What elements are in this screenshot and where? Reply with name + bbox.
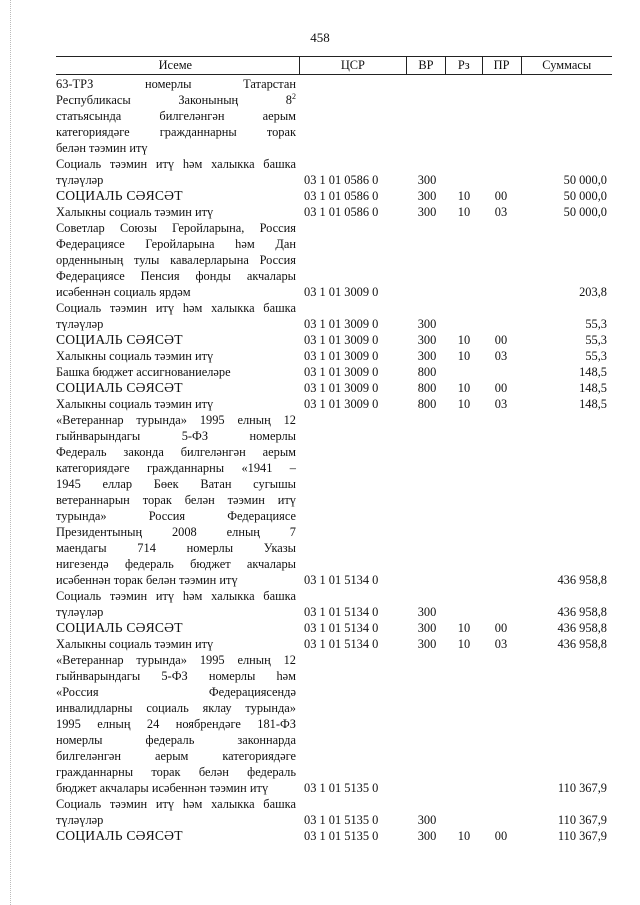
- row-name-line: Социаль тәэмин итү һәм халыкка башка: [56, 797, 296, 811]
- superscript: 2: [292, 91, 296, 101]
- header-pr: ПР: [482, 57, 521, 74]
- row-sum: 55,3: [585, 333, 607, 347]
- row-name-line: түләүләр: [56, 605, 104, 619]
- row-sum: 148,5: [579, 397, 607, 411]
- row-name: [56, 364, 300, 380]
- row-name-line: нигезендә федераль бюджет акчалары: [56, 557, 296, 571]
- row-name-line: СОЦИАЛЬ СӘЯСӘТ: [56, 828, 183, 843]
- row-name: [56, 652, 300, 796]
- row-pr: 03: [494, 637, 508, 651]
- row-sum: 436 958,8: [557, 637, 607, 651]
- page-number: 458: [310, 30, 330, 45]
- row-name-line: статьясында билгеләнгән аерым: [56, 109, 296, 123]
- row-name-line: турында» Россия Федерациясе: [56, 509, 296, 523]
- row-sum: 110 367,9: [557, 781, 607, 795]
- row-name: [56, 620, 300, 636]
- row-sum: 50 000,0: [563, 205, 607, 219]
- table-row: [56, 796, 612, 828]
- row-name: [56, 156, 300, 188]
- table-row: [56, 396, 612, 412]
- row-name-line: белән тәэмин итү: [56, 141, 148, 155]
- row-vr: 300: [417, 813, 437, 827]
- row-csr: 03 1 01 3009 0: [304, 317, 379, 331]
- row-name-line: исәбеннән социаль ярдәм: [56, 285, 191, 299]
- header-csr: ЦСР: [299, 57, 406, 74]
- row-name: [56, 380, 300, 396]
- row-name-line: Республикасы Законының $8^2$: [56, 91, 296, 107]
- row-name: [56, 348, 300, 364]
- row-pr: 03: [494, 205, 508, 219]
- row-name-line: Президентының 2008 елның 7: [56, 525, 296, 539]
- row-sum: 55,3: [585, 349, 607, 363]
- row-name-line: исәбеннән торак белән тәэмин итү: [56, 573, 238, 587]
- row-name-line: категориядәге гражданнарны торак: [56, 125, 296, 139]
- table-header-row: [56, 56, 612, 75]
- row-csr: 03 1 01 0586 0: [304, 173, 379, 187]
- row-name-line: категориядәге гражданнарны «1941 –: [56, 461, 296, 475]
- row-name-line: инвалидларны социаль яклау турында»: [56, 701, 296, 715]
- row-name-line: Социаль тәэмин итү һәм халыкка башка: [56, 157, 296, 171]
- row-name: [56, 396, 300, 412]
- row-sum: 148,5: [579, 381, 607, 395]
- row-rz: 10: [457, 397, 471, 411]
- row-name-line: Федерациясе Геройларына һәм Дан: [56, 237, 296, 251]
- row-vr: 800: [417, 381, 437, 395]
- row-vr: 300: [417, 333, 437, 347]
- row-name-line: «Ветераннар турында» 1995 елның 12: [56, 653, 296, 667]
- row-rz: 10: [457, 349, 471, 363]
- row-name: [56, 204, 300, 220]
- row-name-line: Федерациясе Пенсия фонды акчалары: [56, 269, 296, 283]
- row-csr: 03 1 01 3009 0: [304, 381, 379, 395]
- row-sum: 110 367,9: [557, 829, 607, 843]
- table-row: [56, 156, 612, 188]
- row-name-line: СОЦИАЛЬ СӘЯСӘТ: [56, 380, 183, 395]
- row-name-line: Халыкны социаль тәэмин итү: [56, 397, 214, 411]
- row-name-line: ветераннарын торак белән тәэмин итү: [56, 493, 296, 507]
- row-name-line: 63-ТРЗ номерлы Татарстан: [56, 77, 296, 91]
- row-name-line: СОЦИАЛЬ СӘЯСӘТ: [56, 620, 183, 635]
- row-vr: 300: [417, 189, 437, 203]
- row-csr: 03 1 01 5134 0: [304, 573, 379, 587]
- row-csr: 03 1 01 5134 0: [304, 621, 379, 635]
- row-name: [56, 188, 300, 204]
- row-name: [56, 588, 300, 620]
- row-vr: 300: [417, 173, 437, 187]
- row-name: [56, 220, 300, 300]
- row-name-line: «Россия Федерациясендә: [56, 685, 296, 699]
- row-sum: 50 000,0: [563, 189, 607, 203]
- row-name: [56, 76, 300, 156]
- header-vr: ВР: [406, 57, 445, 74]
- header-sum: Суммасы: [521, 57, 613, 74]
- scan-margin-dots: [10, 0, 12, 905]
- row-sum: 436 958,8: [557, 573, 607, 587]
- row-name-line: маендагы 714 номерлы Указы: [56, 541, 296, 555]
- row-vr: 300: [417, 317, 437, 331]
- row-sum: 50 000,0: [563, 173, 607, 187]
- table-row: [56, 364, 612, 380]
- table-row: [56, 220, 612, 300]
- row-csr: 03 1 01 5134 0: [304, 605, 379, 619]
- row-name-line: гыйнварындагы 5-ФЗ номерлы һәм: [56, 669, 296, 683]
- row-rz: 10: [457, 829, 471, 843]
- row-pr: 00: [494, 189, 508, 203]
- row-name-line: түләүләр: [56, 813, 104, 827]
- row-vr: 800: [417, 397, 437, 411]
- row-name-line: Халыкны социаль тәэмин итү: [56, 205, 214, 219]
- row-name-line: орденнының тулы кавалерларына Россия: [56, 253, 296, 267]
- budget-table: [56, 56, 612, 844]
- row-vr: 300: [417, 605, 437, 619]
- row-name: [56, 636, 300, 652]
- row-name-line: гражданнарны торак белән федераль: [56, 765, 296, 779]
- row-rz: 10: [457, 333, 471, 347]
- row-pr: 00: [494, 829, 508, 843]
- row-pr: 03: [494, 397, 508, 411]
- table-row: [56, 636, 612, 652]
- row-vr: 300: [417, 829, 437, 843]
- row-name-line: түләүләр: [56, 173, 104, 187]
- row-name: [56, 300, 300, 332]
- row-vr: 300: [417, 205, 437, 219]
- row-pr: 03: [494, 349, 508, 363]
- row-csr: 03 1 01 3009 0: [304, 365, 379, 379]
- row-rz: 10: [457, 621, 471, 635]
- table-body: [56, 75, 612, 844]
- row-pr: 00: [494, 333, 508, 347]
- row-csr: 03 1 01 5134 0: [304, 637, 379, 651]
- row-csr: 03 1 01 0586 0: [304, 189, 379, 203]
- row-name-line: гыйнварындагы 5-ФЗ номерлы: [56, 429, 296, 443]
- table-row: [56, 204, 612, 220]
- table-row: [56, 76, 612, 156]
- table-row: [56, 300, 612, 332]
- row-csr: 03 1 01 3009 0: [304, 333, 379, 347]
- row-name-line: Социаль тәэмин итү һәм халыкка башка: [56, 301, 296, 315]
- row-name-line: «Ветераннар турында» 1995 елның 12: [56, 413, 296, 427]
- row-name-line: Башка бюджет ассигнованиеләре: [56, 365, 231, 379]
- row-csr: 03 1 01 0586 0: [304, 205, 379, 219]
- table-row: [56, 412, 612, 588]
- row-sum: 110 367,9: [557, 813, 607, 827]
- row-name-line: бюджет акчалары исәбеннән тәэмин итү: [56, 781, 269, 795]
- row-name: [56, 412, 300, 588]
- table-row: [56, 188, 612, 204]
- row-vr: 800: [417, 365, 437, 379]
- row-rz: 10: [457, 189, 471, 203]
- table-row: [56, 380, 612, 396]
- row-pr: 00: [494, 381, 508, 395]
- table-row: [56, 620, 612, 636]
- row-name-line: номерлы федераль законнарда: [56, 733, 296, 747]
- row-sum: 55,3: [585, 317, 607, 331]
- row-name-line: 1945 еллар Бөек Ватан сугышы: [56, 477, 296, 491]
- row-csr: 03 1 01 3009 0: [304, 397, 379, 411]
- row-sum: 203,8: [579, 285, 607, 299]
- row-name: [56, 796, 300, 828]
- table-row: [56, 828, 612, 844]
- row-name: [56, 332, 300, 348]
- row-name-line: Советлар Союзы Геройларына, Россия: [56, 221, 296, 235]
- row-vr: 300: [417, 637, 437, 651]
- row-name-line: түләүләр: [56, 317, 104, 331]
- row-rz: 10: [457, 637, 471, 651]
- row-csr: 03 1 01 5135 0: [304, 829, 379, 843]
- row-name-line: СОЦИАЛЬ СӘЯСӘТ: [56, 188, 183, 203]
- row-name-line: билгеләнгән аерым категориядәге: [56, 749, 296, 763]
- row-name: [56, 828, 300, 844]
- row-sum: 436 958,8: [557, 621, 607, 635]
- header-rz: Рз: [445, 57, 482, 74]
- table-row: [56, 588, 612, 620]
- row-name-line: 1995 елның 24 ноябрендәге 181-ФЗ: [56, 717, 296, 731]
- row-vr: 300: [417, 621, 437, 635]
- row-csr: 03 1 01 5135 0: [304, 813, 379, 827]
- row-rz: 10: [457, 205, 471, 219]
- row-csr: 03 1 01 3009 0: [304, 285, 379, 299]
- row-name-line: Халыкны социаль тәэмин итү: [56, 349, 214, 363]
- table-row: [56, 348, 612, 364]
- row-pr: 00: [494, 621, 508, 635]
- row-csr: 03 1 01 5135 0: [304, 781, 379, 795]
- row-sum: 436 958,8: [557, 605, 607, 619]
- row-vr: 300: [417, 349, 437, 363]
- row-name-line: Социаль тәэмин итү һәм халыкка башка: [56, 589, 296, 603]
- row-name-line: Федераль законда билгеләнгән аерым: [56, 445, 296, 459]
- row-name-line: Халыкны социаль тәэмин итү: [56, 637, 214, 651]
- row-rz: 10: [457, 381, 471, 395]
- row-csr: 03 1 01 3009 0: [304, 349, 379, 363]
- table-row: [56, 652, 612, 796]
- table-row: [56, 332, 612, 348]
- header-name: Исеме: [158, 58, 193, 72]
- row-name-line: СОЦИАЛЬ СӘЯСӘТ: [56, 332, 183, 347]
- row-sum: 148,5: [579, 365, 607, 379]
